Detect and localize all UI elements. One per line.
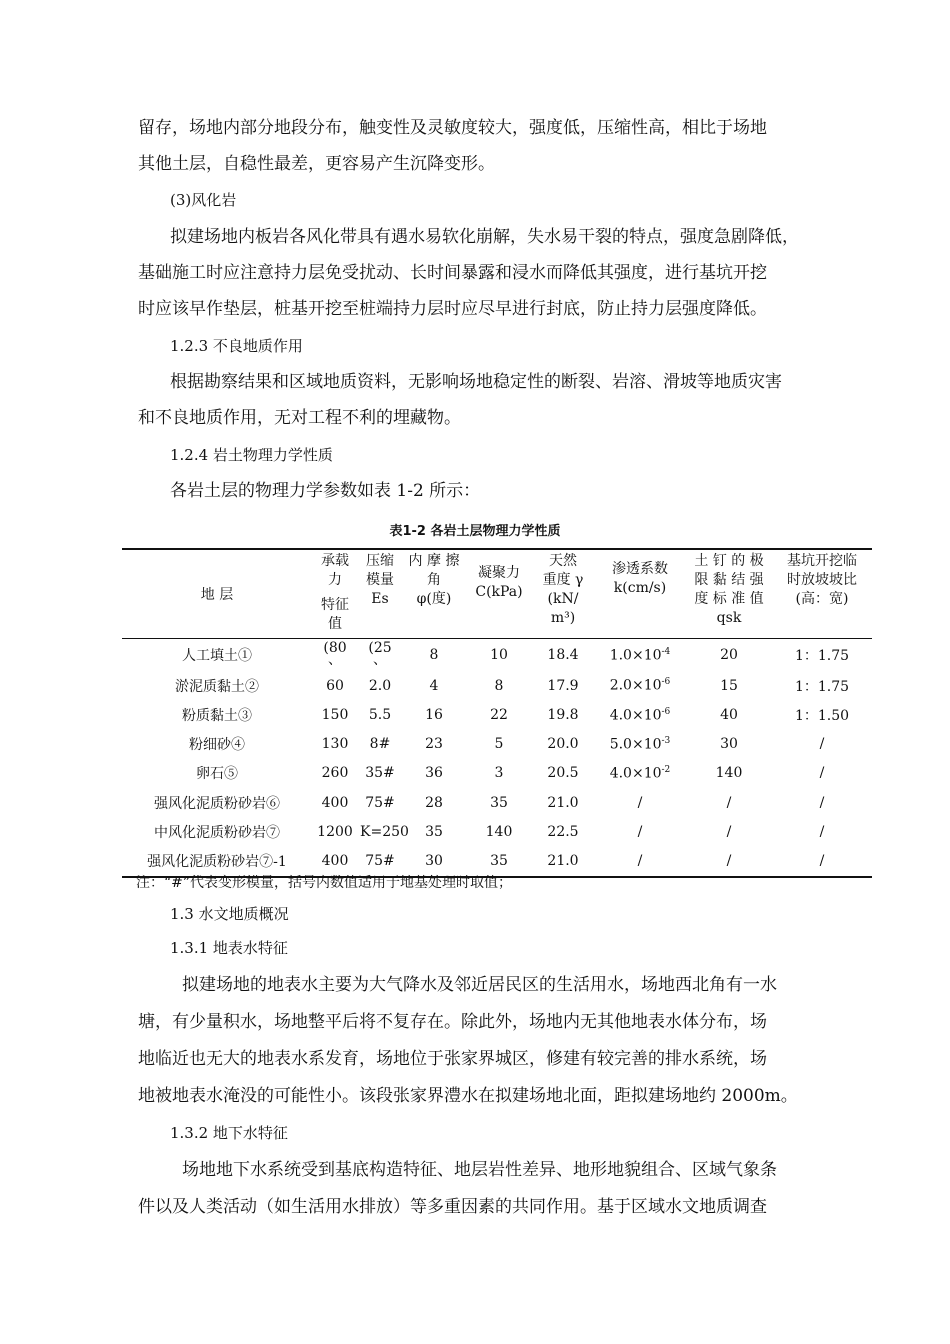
cell-soil-nail: 40: [720, 706, 738, 723]
cell-layer: 强风化泥质粉砂岩⑥: [154, 795, 280, 812]
cell-slope: /: [819, 823, 825, 840]
cell-layer: 粉质黏土③: [182, 707, 252, 724]
cell-permeability: $4.0\times 10^{-2}$: [609, 765, 671, 782]
section-heading: 1.2.4 岩土物理力学性质: [170, 446, 333, 464]
cell-bearing: 400: [321, 852, 349, 869]
cell-cohesion: 140: [485, 823, 513, 840]
cell-layer: 强风化泥质粉砂岩⑦-1: [147, 853, 287, 870]
header-density: 天然 重度 γ (kN/ m³): [542, 553, 584, 626]
cell-permeability: $2.0\times 10^{-6}$: [609, 677, 671, 695]
cell-compression: K=250: [360, 823, 409, 840]
paragraph-line: 拟建场地内板岩各风化带具有遇水易软化崩解，失水易干裂的特点，强度急剧降低，: [170, 227, 799, 247]
cell-compression: 5.5: [368, 706, 392, 723]
cell-permeability: /: [637, 852, 643, 869]
cell-bearing: 150: [321, 706, 349, 723]
cell-cohesion: 22: [490, 706, 508, 723]
header-bearing: 承载 力 特征 值: [321, 553, 349, 632]
cell-bearing: 400: [321, 794, 349, 811]
section-heading: 1.2.3 不良地质作用: [170, 337, 303, 355]
header-soil-nail: 土 钉 的 极 限 黏 结 强 度 标 准 值 qsk: [694, 553, 764, 626]
cell-compression: 75#: [365, 852, 395, 869]
paragraph-line: 塘，有少量积水，场地整平后将不复存在。除此外，场地内无其他地表水体分布，场: [138, 1012, 767, 1032]
cell-cohesion: 35: [490, 852, 508, 869]
cell-friction: 4: [429, 677, 439, 694]
paragraph-line: 各岩土层的物理力学参数如表 1-2 所示：: [170, 481, 481, 501]
cell-slope: /: [819, 852, 825, 869]
cell-permeability: /: [637, 823, 643, 840]
soil-properties-table: [122, 548, 872, 878]
cell-slope: 1：1.75: [794, 648, 850, 665]
section-heading: 1.3.2 地下水特征: [170, 1124, 288, 1142]
cell-compression: 2.0: [368, 677, 392, 694]
cell-soil-nail: 15: [720, 677, 738, 694]
header-slope: 基坑开挖临 时放坡坡比 (高：宽): [787, 553, 857, 607]
cell-friction: 35: [425, 823, 443, 840]
header-permeability: 渗透系数 k(cm/s): [612, 561, 668, 596]
paragraph-line: 和不良地质作用，无对工程不利的埋藏物。: [138, 408, 461, 428]
header-layer: 地 层: [200, 586, 234, 603]
cell-cohesion: 5: [494, 736, 504, 753]
paragraph-line: 时应该早作垫层，桩基开挖至桩端持力层时应尽早进行封底，防止持力层强度降低。: [138, 299, 767, 319]
paragraph-line: 场地地下水系统受到基底构造特征、地层岩性差异、地形地貌组合、区域气象条: [182, 1160, 777, 1180]
cell-permeability: $4.0\times 10^{-6}$: [609, 706, 671, 724]
cell-compression: 8#: [369, 736, 391, 753]
table-header-row: [122, 549, 872, 639]
cell-friction: 30: [425, 852, 443, 869]
table-row: [122, 817, 872, 846]
cell-slope: /: [819, 794, 825, 811]
table-note: 注：“#”代表变形模量，括号内数值适用于地基处理时取值；: [136, 875, 513, 891]
cell-compression: 35#: [365, 765, 395, 782]
cell-soil-nail: 20: [720, 647, 738, 664]
paragraph-line: 根据勘察结果和区域地质资料，无影响场地稳定性的断裂、岩溶、滑坡等地质灾害: [170, 372, 782, 392]
cell-density: 18.4: [547, 647, 579, 664]
cell-layer: 卵石⑤: [196, 766, 238, 783]
cell-permeability: $1.0\times 10^{-4}$: [609, 646, 671, 664]
cell-bearing: 260: [321, 765, 349, 782]
table-row: [122, 700, 872, 729]
cell-bearing: 1200: [317, 823, 353, 840]
cell-slope: 1：1.75: [794, 678, 850, 695]
paragraph-line: 基础施工时应注意持力层免受扰动、长时间暴露和浸水而降低其强度，进行基坑开挖: [138, 263, 767, 283]
cell-soil-nail: 30: [720, 736, 738, 753]
cell-soil-nail: 140: [715, 765, 743, 782]
table-row: [122, 788, 872, 817]
cell-permeability: $5.0\times 10^{-3}$: [609, 735, 671, 753]
cell-cohesion: 8: [494, 677, 504, 694]
cell-soil-nail: /: [726, 794, 732, 811]
cell-cohesion: 3: [494, 765, 504, 782]
cell-cohesion: 35: [490, 794, 508, 811]
section-heading: 1.3.1 地表水特征: [170, 939, 288, 957]
cell-permeability: /: [637, 794, 643, 811]
section-heading: 1.3 水文地质概况: [170, 905, 289, 923]
paragraph-line: 地临近也无大的地表水系发育，场地位于张家界城区，修建有较完善的排水系统，场: [138, 1049, 767, 1069]
section-heading: (3)风化岩: [170, 191, 237, 209]
cell-compression: (25 、: [368, 640, 392, 668]
cell-bearing: (80 、: [323, 640, 347, 668]
cell-slope: 1：1.50: [794, 707, 850, 724]
cell-density: 21.0: [547, 794, 579, 811]
cell-layer: 人工填土①: [182, 648, 252, 665]
cell-density: 21.0: [547, 852, 579, 869]
cell-friction: 16: [425, 706, 443, 723]
table-caption: 表1-2 各岩土层物理力学性质: [389, 524, 561, 539]
cell-friction: 23: [425, 736, 443, 753]
table-row: [122, 730, 872, 759]
cell-slope: /: [819, 765, 825, 782]
cell-density: 19.8: [547, 706, 579, 723]
paragraph-line: 地被地表水淹没的可能性小。该段张家界澧水在拟建场地北面，距拟建场地约 2000m。: [138, 1086, 798, 1106]
cell-bearing: 60: [326, 677, 344, 694]
header-compression: 压缩 模量 Es: [366, 553, 394, 607]
cell-bearing: 130: [321, 736, 349, 753]
paragraph-line: 留存，场地内部分地段分布，触变性及灵敏度较大，强度低，压缩性高，相比于场地: [138, 118, 767, 138]
cell-density: 22.5: [547, 823, 579, 840]
cell-layer: 中风化泥质粉砂岩⑦: [154, 824, 280, 841]
header-friction: 内 摩 擦 角 φ(度): [408, 553, 460, 607]
cell-slope: /: [819, 736, 825, 753]
cell-density: 20.5: [547, 765, 579, 782]
cell-soil-nail: /: [726, 852, 732, 869]
cell-friction: 36: [425, 765, 443, 782]
cell-friction: 8: [429, 647, 439, 664]
cell-friction: 28: [425, 794, 443, 811]
paragraph-line: 其他土层，自稳性最差，更容易产生沉降变形。: [138, 154, 495, 174]
table-row: [122, 639, 872, 672]
table-row: [122, 759, 872, 788]
cell-layer: 淤泥质黏土②: [175, 678, 259, 695]
table-row: [122, 671, 872, 700]
cell-soil-nail: /: [726, 823, 732, 840]
cell-cohesion: 10: [490, 647, 508, 664]
cell-density: 20.0: [547, 736, 579, 753]
paragraph-line: 件以及人类活动（如生活用水排放）等多重因素的共同作用。基于区域水文地质调查: [138, 1197, 767, 1217]
paragraph-line: 拟建场地的地表水主要为大气降水及邻近居民区的生活用水，场地西北角有一水: [182, 975, 777, 995]
header-cohesion: 凝聚力 C(kPa): [475, 565, 523, 600]
cell-density: 17.9: [547, 677, 579, 694]
cell-compression: 75#: [365, 794, 395, 811]
cell-layer: 粉细砂④: [189, 737, 245, 754]
